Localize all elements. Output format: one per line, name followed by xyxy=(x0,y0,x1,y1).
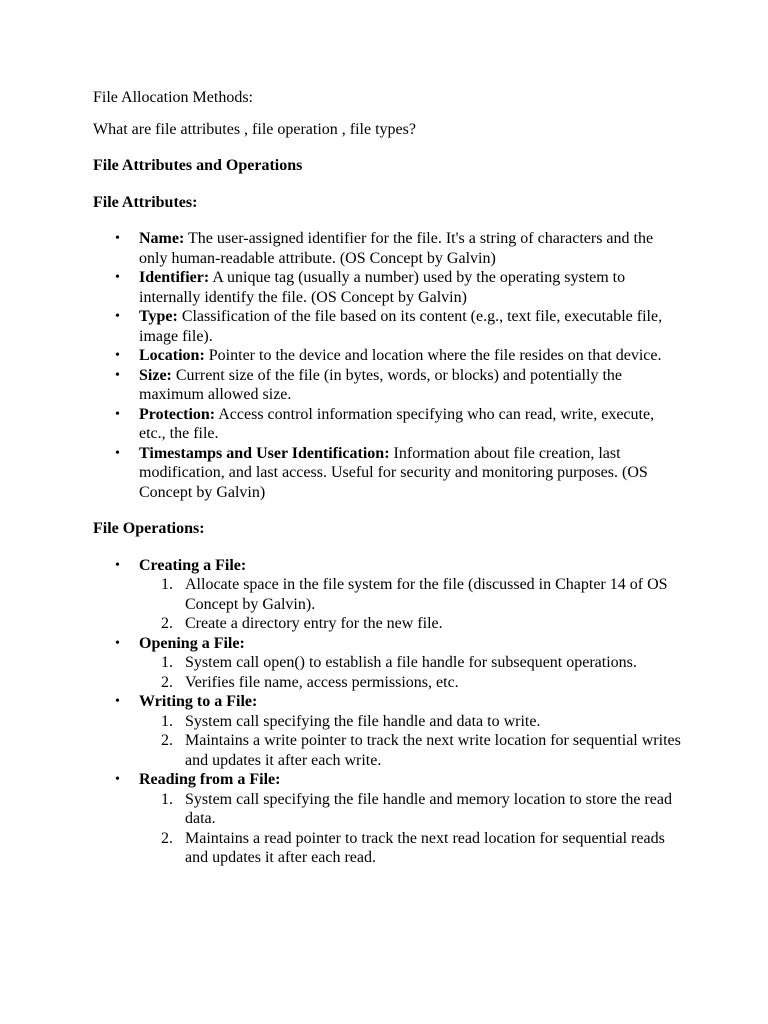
step-text: System call specifying the file handle and data to write. xyxy=(185,712,541,730)
step-number: 1. xyxy=(161,712,173,730)
operations-list xyxy=(93,556,683,868)
attributes-list xyxy=(93,229,683,502)
step-item xyxy=(161,790,683,829)
step-number: 2. xyxy=(161,829,173,847)
attribute-text: Pointer to the device and location where the file resides on that device. xyxy=(204,347,662,364)
attribute-item xyxy=(139,346,683,366)
operation-steps xyxy=(139,575,683,634)
step-item xyxy=(161,673,683,693)
attribute-item xyxy=(139,268,683,307)
operation-item xyxy=(139,770,683,868)
attribute-term: Name: xyxy=(139,230,185,247)
attribute-text: The user-assigned identifier for the file. It's a string of characters and the only human-readable attribute. (OS Concept by Galvin) xyxy=(139,230,654,267)
attributes-heading: File Attributes: xyxy=(93,193,198,211)
attribute-text: Classification of the file based on its content (e.g., text file, executable file, image file). xyxy=(139,308,663,345)
attribute-term: Protection: xyxy=(139,405,216,423)
attribute-term: Size: xyxy=(139,366,172,384)
attribute-text: Access control information specifying who can read, write, execute, etc., the file. xyxy=(139,405,655,442)
attribute-text: Current size of the file (in bytes, words, or blocks) and potentially the maximum allowed size. xyxy=(139,366,622,403)
step-number: 1. xyxy=(161,790,173,808)
step-item xyxy=(161,575,683,614)
attribute-term: Type: xyxy=(139,308,178,325)
step-text: Verifies file name, access permissions, etc. xyxy=(185,673,459,691)
operation-steps xyxy=(139,712,683,771)
operation-item xyxy=(139,634,683,693)
operation-steps xyxy=(139,790,683,868)
operation-title: Reading from a File: xyxy=(139,771,281,788)
step-number: 2. xyxy=(161,673,173,691)
attribute-item xyxy=(139,307,683,346)
operation-title: Opening a File: xyxy=(139,634,245,652)
step-item xyxy=(161,653,683,673)
operation-title: Creating a File: xyxy=(139,556,247,574)
attribute-item xyxy=(139,366,683,405)
step-text: Create a directory entry for the new file. xyxy=(185,615,443,632)
step-text: Maintains a read pointer to track the next read location for sequential reads and updates it after each read. xyxy=(185,829,665,866)
document-page xyxy=(93,88,683,868)
attribute-term: Identifier: xyxy=(139,269,210,286)
attribute-text: Information about file creation, last modification, and last access. Useful for security and monitoring purposes. (OS Concept by Galvin) xyxy=(139,444,648,501)
attribute-item xyxy=(139,405,683,444)
step-number: 2. xyxy=(161,615,173,632)
attribute-item xyxy=(139,444,683,503)
attribute-term: Location: xyxy=(139,347,205,364)
operations-heading: File Operations: xyxy=(93,520,205,537)
attribute-text: A unique tag (usually a number) used by the operating system to internally identify the file. (OS Concept by Galvin) xyxy=(139,269,626,306)
section-heading: File Attributes and Operations xyxy=(93,157,303,174)
step-text: Maintains a write pointer to track the next write location for sequential writes and updates it after each write. xyxy=(185,732,681,769)
step-number: 1. xyxy=(161,654,173,671)
operation-item xyxy=(139,556,683,634)
attribute-item xyxy=(139,229,683,268)
doc-question: What are file attributes , file operation , file types? xyxy=(93,120,416,138)
operation-title: Writing to a File: xyxy=(139,693,258,710)
step-number: 1. xyxy=(161,576,173,593)
step-text: Allocate space in the file system for the file (discussed in Chapter 14 of OS Concept by Galvin). xyxy=(185,576,668,613)
step-item xyxy=(161,614,683,634)
step-item xyxy=(161,712,683,732)
step-text: System call specifying the file handle and memory location to store the read data. xyxy=(185,790,672,827)
step-item xyxy=(161,829,683,868)
operation-steps xyxy=(139,653,683,692)
step-number: 2. xyxy=(161,732,173,749)
doc-title: File Allocation Methods: xyxy=(93,89,253,106)
step-item xyxy=(161,731,683,770)
step-text: System call open() to establish a file handle for subsequent operations. xyxy=(185,654,637,671)
attribute-term: Timestamps and User Identification: xyxy=(139,444,390,462)
operation-item xyxy=(139,692,683,770)
